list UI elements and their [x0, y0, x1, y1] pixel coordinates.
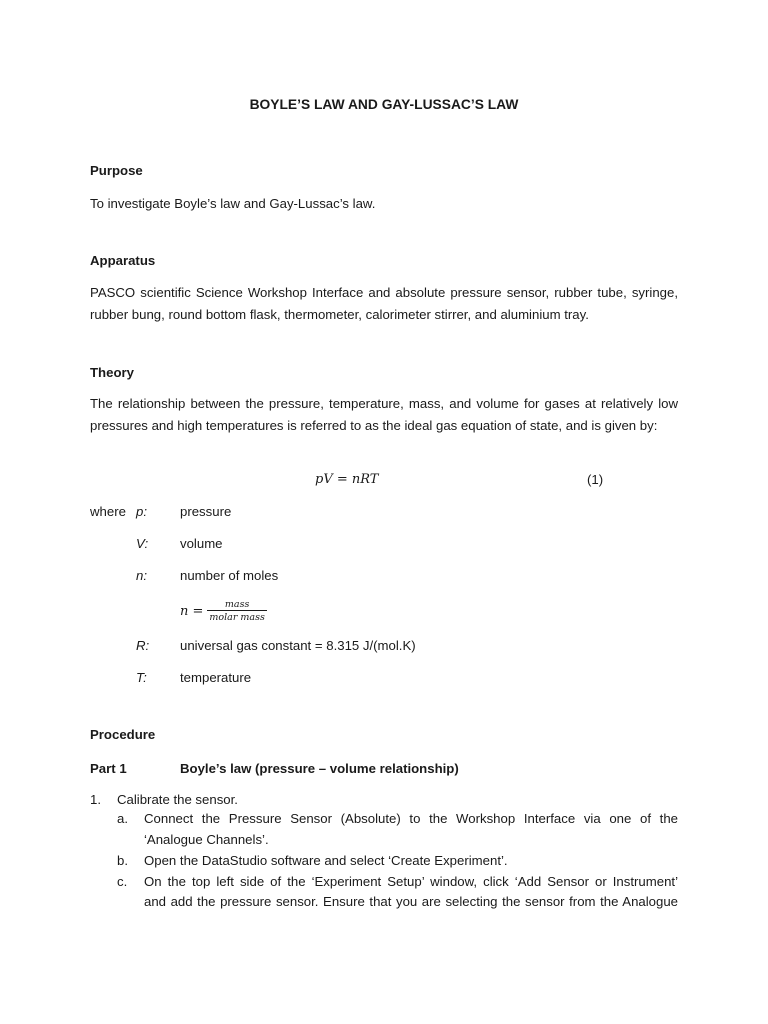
procedure-heading: Procedure	[90, 727, 156, 742]
substep-letter: a.	[117, 811, 128, 826]
variable-description: volume	[180, 536, 223, 551]
substep-letter: b.	[117, 853, 128, 868]
fraction-numerator: mass	[224, 599, 250, 610]
substep-line: Open the DataStudio software and select ‘Create Experiment’.	[144, 853, 508, 868]
variable-description: universal gas constant = 8.315 J/(mol.K)	[180, 638, 416, 653]
step-number: 1.	[90, 792, 101, 807]
substep-letter: c.	[117, 874, 128, 889]
equation-number: (1)	[587, 472, 604, 487]
variable-symbol: V:	[136, 536, 149, 551]
document-title: BOYLE’S LAW AND GAY-LUSSAC’S LAW	[249, 97, 519, 112]
moles-fraction	[207, 599, 266, 623]
part-label: Part 1	[90, 761, 127, 776]
substep-line: Connect the Pressure Sensor (Absolute) to the Workshop Interface via one of the	[144, 811, 678, 826]
variable-description: pressure	[180, 504, 232, 519]
purpose-heading: Purpose	[90, 163, 143, 178]
variable-symbol: p:	[136, 504, 147, 519]
apparatus-heading: Apparatus	[90, 253, 156, 268]
variable-symbol: T:	[136, 670, 147, 685]
theory-text: The relationship between the pressure, temperature, mass, and volume for gases at relatively low pressures and high temperatures is referred to as the ideal gas equation of state, and is given by:	[90, 396, 678, 433]
substep-line: and add the pressure sensor. Ensure that you are selecting the sensor from the Analogue	[144, 894, 678, 909]
moles-formula-lhs: n =	[180, 603, 204, 619]
substep-line: On the top left side of the ‘Experiment Setup’ window, click ‘Add Sensor or Instrument’	[144, 874, 678, 889]
step-text: Calibrate the sensor.	[117, 792, 238, 807]
apparatus-text: PASCO scientific Science Workshop Interface and absolute pressure sensor, rubber tube, syringe, rubber bung, round bottom flask, thermometer, calorimeter stirrer, and aluminium tray.	[90, 285, 678, 322]
part-title: Boyle’s law (pressure – volume relationship)	[180, 761, 459, 776]
ideal-gas-equation: pV = nRT	[315, 472, 379, 487]
where-label: where	[90, 504, 126, 519]
variable-description: number of moles	[180, 568, 279, 583]
variable-symbol: R:	[136, 638, 150, 653]
substep-line: ‘Analogue Channels’.	[144, 832, 269, 847]
fraction-denominator: molar mass	[209, 612, 265, 623]
purpose-text: To investigate Boyle’s law and Gay-Lussac’s law.	[90, 196, 376, 211]
theory-heading: Theory	[90, 365, 134, 380]
variable-description: temperature	[180, 670, 252, 685]
moles-formula	[180, 596, 267, 626]
variable-symbol: n:	[136, 568, 147, 583]
